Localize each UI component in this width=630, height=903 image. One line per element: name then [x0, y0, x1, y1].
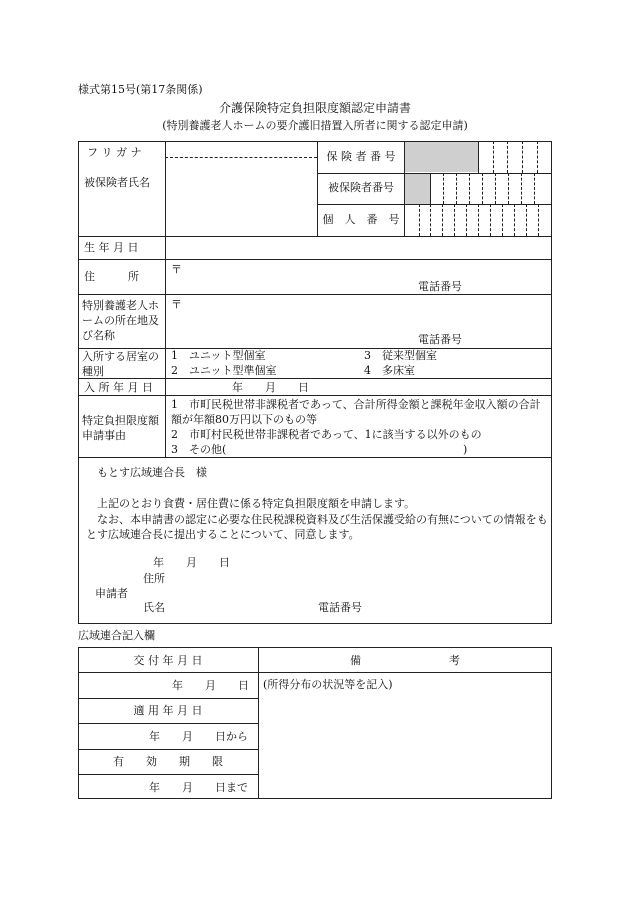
applicant-phone-label: 電話番号: [318, 601, 362, 614]
remarks-note: (所得分布の状況等を記入): [263, 678, 393, 691]
insured-name-label: 被保険者氏名: [84, 176, 150, 189]
validity-label: 有 効 期 限: [113, 755, 223, 768]
reason-label: 特定負担限度額申請事由: [82, 414, 159, 442]
room-option-2: 2 ユニット型準個室: [171, 364, 277, 377]
address-postal-mark: 〒: [171, 263, 182, 276]
room-option-4: 4 多床室: [364, 364, 415, 377]
office-section-label: 広域連合記入欄: [78, 629, 155, 642]
form-number: 様式第15号(第17条関係): [78, 83, 203, 96]
reason-item-3: 3 その他(: [171, 443, 227, 456]
issue-date-value: 年 月 日: [172, 679, 249, 692]
address-label: 住 所: [84, 270, 139, 283]
insurer-number-shaded: [404, 142, 478, 172]
furigana-label: フ リ ガ ナ: [87, 146, 142, 159]
admission-date-label: 入 所 年 月 日: [84, 381, 153, 394]
reason-item-2: 2 市町村民税世帯非課税者であって、1に該当する以外のもの: [171, 428, 482, 441]
insured-number-label: 被保険者番号: [328, 181, 394, 194]
reason-item-1: 1 市町民税世帯非課税者であって、合計所得金額と課税年金収入額の合計額が年額80万円以下のもの等: [171, 398, 541, 426]
facility-phone-label: 電話番号: [418, 333, 462, 346]
room-option-3: 3 従来型個室: [364, 349, 437, 362]
personal-number-label: 個 人 番 号: [322, 213, 400, 226]
apply-date-value: 年 月 日から: [149, 730, 248, 743]
form-subtitle: (特別養護老人ホームの要介護旧措置入所者に関する認定申請): [162, 119, 468, 132]
application-date: 年 月 日: [153, 556, 230, 569]
address-phone-label: 電話番号: [418, 280, 462, 293]
facility-label: 特別養護老人ホームの所在地及び名称: [82, 299, 159, 342]
room-type-label: 入所する居室の種別: [82, 350, 159, 378]
apply-date-label: 適 用 年 月 日: [133, 704, 203, 717]
application-line-1: 上記のとおり食費・居住費に係る特定負担限度額を申請します。: [97, 497, 416, 510]
facility-postal-mark: 〒: [171, 298, 182, 311]
reason-item-3-close: ): [463, 443, 468, 456]
addressee: もとす広域連合長 様: [97, 466, 207, 479]
application-line-2: なお、本申請書の認定に必要な住民税課税資料及び生活保護受給の有無についての情報をもとす広域連合長に提出することについて、同意します。: [86, 513, 548, 541]
applicant-address-label: 住所: [143, 572, 165, 585]
applicant-name-label: 氏名: [143, 601, 165, 614]
issue-date-label: 交 付 年 月 日: [133, 654, 203, 667]
birth-date-label: 生 年 月 日: [84, 241, 139, 254]
remarks-label: 備 考: [350, 654, 460, 667]
room-option-1: 1 ユニット型個室: [171, 349, 266, 362]
form-title: 介護保険特定負担限度額認定申請書: [218, 101, 411, 115]
validity-date-value: 年 月 日まで: [149, 781, 248, 794]
insured-number-shaded: [404, 173, 430, 204]
applicant-label: 申請者: [95, 587, 128, 600]
admission-date-value: 年 月 日: [232, 381, 309, 394]
insurer-number-label: 保 険 者 番 号: [326, 150, 396, 163]
